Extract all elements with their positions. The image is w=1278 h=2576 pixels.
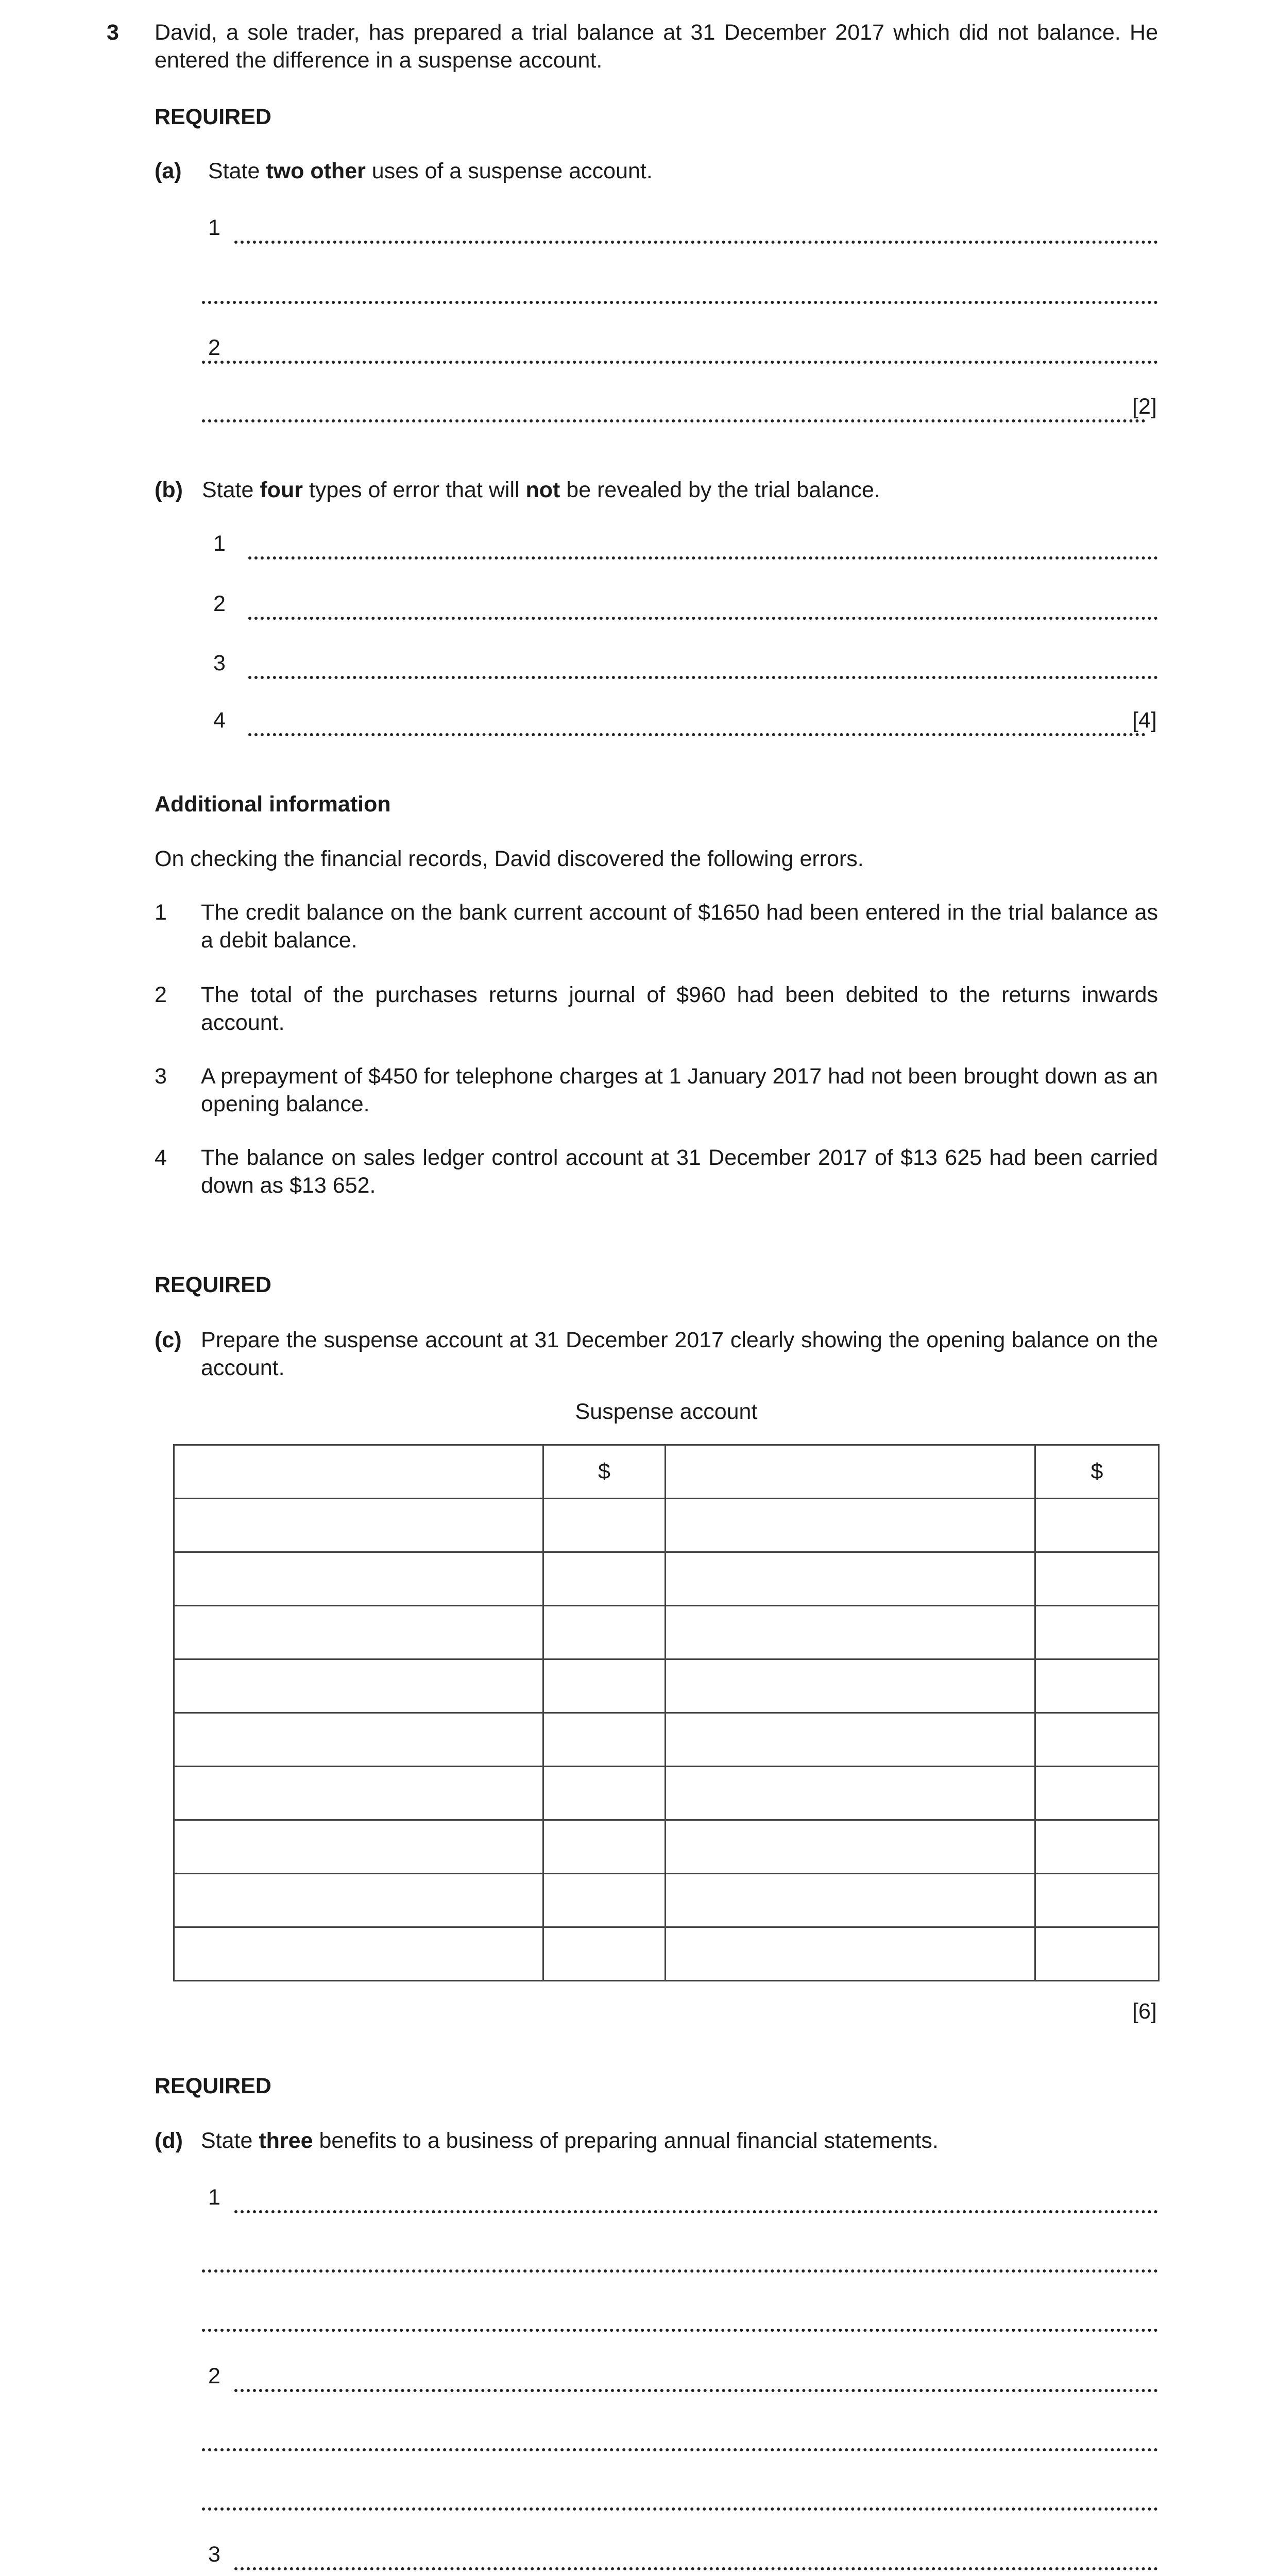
error-text: The credit balance on the bank current account of $1650 had been entered in the trial balance as a debit balance.: [201, 900, 1158, 953]
table-cell[interactable]: [666, 1552, 1035, 1606]
part-c-marks: [6]: [1132, 1999, 1157, 2024]
table-row: [174, 1606, 1159, 1659]
answer-line[interactable]: [234, 2567, 1158, 2570]
table-cell[interactable]: [174, 1874, 543, 1927]
part-d-answer-number: 1: [208, 2185, 220, 2210]
question-number: 3: [107, 20, 119, 45]
table-cell[interactable]: [174, 1606, 543, 1659]
part-a-answer-number: 2: [208, 335, 220, 360]
table-row: [174, 1552, 1159, 1606]
table-cell[interactable]: [666, 1659, 1035, 1713]
part-c-question: Prepare the suspense account at 31 December 2017 clearly showing the opening balance on the account.: [201, 1328, 1158, 1380]
table-cell[interactable]: [1035, 1767, 1159, 1820]
table-cell[interactable]: [666, 1767, 1035, 1820]
table-cell[interactable]: [666, 1874, 1035, 1927]
table-cell[interactable]: [666, 1927, 1035, 1981]
part-d-answer-number: 3: [208, 2542, 220, 2567]
additional-intro: On checking the financial records, David discovered the following errors.: [155, 846, 864, 871]
question-intro: David, a sole trader, has prepared a trial balance at 31 December 2017 which did not balance. He entered the difference in a suspense account.: [155, 20, 1158, 73]
table-cell[interactable]: [543, 1606, 666, 1659]
answer-line[interactable]: [202, 419, 1146, 422]
part-b-label: (b): [155, 478, 183, 502]
part-b-question: [202, 476, 880, 504]
additional-heading: Additional information: [155, 792, 391, 817]
table-cell[interactable]: [1035, 1552, 1159, 1606]
table-row: [174, 1767, 1159, 1820]
table-cell[interactable]: [174, 1552, 543, 1606]
part-b-answer-number: 3: [213, 651, 226, 675]
answer-line[interactable]: [202, 301, 1158, 304]
table-cell[interactable]: [666, 1606, 1035, 1659]
answer-line[interactable]: [202, 2448, 1158, 2451]
required-heading-d: REQUIRED: [155, 2074, 271, 2098]
credit-amount-header: $: [1035, 1445, 1159, 1499]
table-cell[interactable]: [1035, 1927, 1159, 1981]
part-d-answer-number: 2: [208, 2364, 220, 2388]
table-row: [174, 1499, 1159, 1552]
error-text: The total of the purchases returns journal of $960 had been debited to the returns inwards account.: [201, 982, 1158, 1035]
error-number: 4: [155, 1145, 167, 1170]
table-cell[interactable]: [666, 1820, 1035, 1874]
answer-line[interactable]: [202, 2269, 1158, 2273]
answer-line[interactable]: [234, 2210, 1158, 2213]
answer-line[interactable]: [202, 361, 1158, 364]
answer-line[interactable]: [248, 733, 1146, 736]
part-b-text-bold1: four: [260, 478, 303, 502]
part-b-answer-number: 4: [213, 708, 226, 733]
part-d-text-bold: three: [259, 2128, 313, 2153]
table-row: [174, 1874, 1159, 1927]
answer-line[interactable]: [202, 2507, 1158, 2511]
table-cell[interactable]: [174, 1767, 543, 1820]
part-b-text-after: be revealed by the trial balance.: [560, 478, 880, 502]
table-cell[interactable]: [543, 1552, 666, 1606]
part-b-text-mid: types of error that will: [302, 478, 526, 502]
part-d-text-after: benefits to a business of preparing annual financial statements.: [313, 2128, 939, 2153]
answer-line[interactable]: [248, 676, 1158, 679]
part-d-text-before: State: [201, 2128, 259, 2153]
error-text: The balance on sales ledger control account at 31 December 2017 of $13 625 had been carried down as $13 652.: [201, 1145, 1158, 1198]
table-cell[interactable]: [543, 1659, 666, 1713]
credit-details-header: [666, 1445, 1035, 1499]
required-heading-c: REQUIRED: [155, 1273, 271, 1297]
table-cell[interactable]: [1035, 1499, 1159, 1552]
table-row: [174, 1713, 1159, 1767]
answer-line[interactable]: [234, 2389, 1158, 2392]
table-cell[interactable]: [1035, 1659, 1159, 1713]
table-cell[interactable]: [543, 1874, 666, 1927]
part-d-label: (d): [155, 2128, 183, 2153]
table-cell[interactable]: [543, 1820, 666, 1874]
part-a-text-before: State: [208, 159, 266, 183]
table-cell[interactable]: [666, 1499, 1035, 1552]
part-d-question: [201, 2127, 939, 2155]
table-row: [174, 1659, 1159, 1713]
part-a-marks: [2]: [1132, 394, 1157, 419]
part-a-label: (a): [155, 159, 182, 183]
table-cell[interactable]: [174, 1659, 543, 1713]
part-c-label: (c): [155, 1328, 182, 1352]
table-cell[interactable]: [1035, 1820, 1159, 1874]
error-number: 1: [155, 900, 167, 925]
table-cell[interactable]: [1035, 1874, 1159, 1927]
table-cell[interactable]: [543, 1767, 666, 1820]
part-b-text-before: State: [202, 478, 260, 502]
suspense-account-table: [173, 1444, 1160, 1981]
error-text: A prepayment of $450 for telephone charges at 1 January 2017 had not been brought down as an opening balance.: [201, 1064, 1158, 1116]
table-cell[interactable]: [1035, 1713, 1159, 1767]
table-cell[interactable]: [174, 1713, 543, 1767]
answer-line[interactable]: [248, 617, 1158, 620]
part-b-answer-number: 2: [213, 591, 226, 616]
part-a-question: [208, 157, 653, 185]
table-row: [174, 1927, 1159, 1981]
error-number: 3: [155, 1064, 167, 1089]
table-cell[interactable]: [174, 1927, 543, 1981]
debit-amount-header: $: [543, 1445, 666, 1499]
table-cell[interactable]: [174, 1820, 543, 1874]
table-cell[interactable]: [543, 1499, 666, 1552]
table-row: [174, 1820, 1159, 1874]
table-cell[interactable]: [666, 1713, 1035, 1767]
error-number: 2: [155, 982, 167, 1007]
table-cell[interactable]: [1035, 1606, 1159, 1659]
answer-line[interactable]: [202, 2329, 1158, 2332]
part-b-text-bold2: not: [525, 478, 560, 502]
answer-line[interactable]: [248, 556, 1158, 560]
part-a-text-after: uses of a suspense account.: [365, 159, 653, 183]
part-a-answer-number: 1: [208, 215, 220, 240]
part-b-answer-number: 1: [213, 531, 226, 556]
debit-details-header: [174, 1445, 543, 1499]
part-b-marks: [4]: [1132, 708, 1157, 733]
answer-line[interactable]: [234, 241, 1158, 244]
required-heading-a: REQUIRED: [155, 105, 271, 129]
part-a-text-bold: two other: [266, 159, 366, 183]
table-cell[interactable]: [174, 1499, 543, 1552]
suspense-account-title: Suspense account: [575, 1399, 758, 1424]
table-cell[interactable]: [543, 1927, 666, 1981]
table-header-row: [174, 1445, 1159, 1499]
table-cell[interactable]: [543, 1713, 666, 1767]
